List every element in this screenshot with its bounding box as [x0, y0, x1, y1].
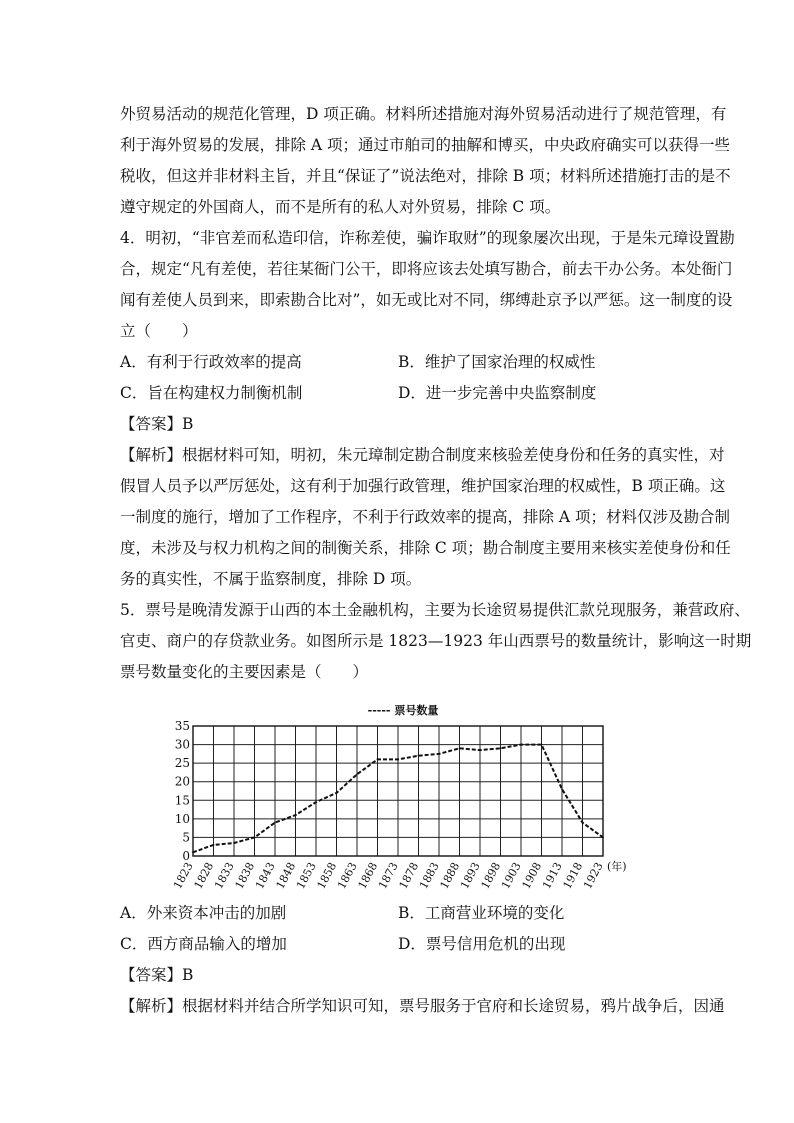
y-tick-label: 0	[182, 849, 190, 863]
x-tick-label: 1923	[581, 860, 606, 892]
question-5-stem: 票号数量变化的主要因素是（ ）	[120, 663, 369, 681]
x-tick-label: 1893	[458, 860, 483, 892]
question-4-stem: 合，规定“凡有差使，若往某衙门公干，即将应该去处填写勘合，前去干办公务。本处衙门	[120, 260, 733, 278]
q4-option-c: C．旨在构建权力制衡机制	[120, 384, 303, 402]
data-point	[397, 759, 399, 761]
data-point	[418, 755, 420, 757]
chart-legend: ----- 票号数量	[367, 704, 439, 717]
data-point	[520, 744, 522, 746]
q5-answer: 【答案】B	[120, 966, 194, 984]
y-tick-label: 20	[174, 774, 190, 789]
data-point	[356, 773, 358, 775]
x-tick-label: 1883	[417, 860, 442, 892]
y-tick-label: 10	[174, 811, 190, 826]
q4-analysis-line: 务的真实性，不属于监察制度，排除 D 项。	[120, 570, 422, 588]
y-tick-label: 35	[174, 719, 190, 733]
question-5-stem: 官吏、商户的存贷款业务。如图所示是 1823—1923 年山西票号的数量统计，影响这一时期	[120, 632, 752, 650]
x-tick-label: 1908	[519, 860, 545, 892]
data-point	[295, 814, 297, 816]
q5-option-a: A．外来资本冲击的加剧	[120, 904, 287, 922]
x-unit-label: (年)	[607, 860, 627, 873]
q4-analysis-line: 一制度的施行，增加了工作程序，不利于行政效率的提高，排除 A 项；材料仅涉及勘合制	[120, 508, 731, 526]
x-tick-label: 1863	[335, 860, 360, 892]
q4-answer: 【答案】B	[120, 415, 194, 433]
x-tick-label: 1913	[540, 860, 565, 892]
q4-analysis-line: 度，未涉及与权力机构之间的制衡关系，排除 C 项；勘合制度主要用来核实差使身份和任	[120, 539, 731, 557]
x-tick-label: 1858	[314, 860, 340, 892]
data-point	[582, 822, 584, 824]
x-tick-label: 1833	[212, 860, 237, 892]
data-point	[336, 792, 338, 794]
q4-option-d: D．进一步完善中央监察制度	[398, 384, 597, 402]
paragraph-line: 外贸易活动的规范化管理，D 项正确。材料所述措施对海外贸易活动进行了规范管理，有	[120, 105, 727, 123]
piaohao-count-chart	[171, 700, 628, 892]
data-point	[315, 801, 317, 803]
question-4-stem: 闻有差使人员到来，即索勘合比对”，如无或比对不同，绑缚赴京予以严惩。这一制度的设	[120, 291, 733, 309]
question-4-stem: 立（ ）	[120, 322, 198, 340]
x-tick-label: 1823	[171, 860, 196, 892]
x-tick-label: 1918	[560, 860, 586, 892]
x-tick-label: 1828	[191, 860, 217, 892]
paragraph-line: 遵守规定的外国商人，而不是所有的私人对外贸易，排除 C 项。	[120, 198, 561, 216]
x-tick-label: 1838	[232, 860, 258, 892]
q4-analysis-line: 假冒人员予以严厉惩处，这有利于加强行政管理，维护国家治理的权威性，B 项正确。这	[120, 477, 726, 495]
data-point	[254, 837, 256, 839]
question-4-stem: 4．明初，“非官差而私造印信，诈称差使，骗诈取财”的现象屡次出现，于是朱元璋设置勘	[120, 229, 735, 247]
q5-option-d: D．票号信用危机的出现	[398, 935, 566, 953]
data-point	[459, 747, 461, 749]
x-tick-label: 1873	[376, 860, 401, 892]
x-tick-label: 1843	[253, 860, 278, 892]
y-tick-label: 25	[174, 756, 190, 771]
y-tick-label: 30	[174, 737, 190, 752]
data-point	[561, 788, 563, 790]
x-tick-label: 1888	[437, 860, 463, 892]
paragraph-line: 税收，但这并非材料主旨，并且“保证了”说法绝对，排除 B 项；材料所述措施打击的是不	[120, 167, 731, 185]
question-5-stem: 5．票号是晚清发源于山西的本土金融机构，主要为长途贸易提供汇款兑现服务，兼营政府、	[120, 601, 750, 619]
x-tick-label: 1878	[396, 860, 422, 892]
data-point	[438, 753, 440, 755]
line-chart	[171, 700, 628, 892]
q5-option-b: B．工商营业环境的变化	[398, 904, 565, 922]
data-point	[377, 759, 379, 761]
q5-option-c: C．西方商品输入的增加	[120, 935, 287, 953]
y-tick-label: 15	[174, 793, 190, 808]
data-point	[233, 842, 235, 844]
paragraph-line: 利于海外贸易的发展，排除 A 项；通过市舶司的抽解和博买，中央政府确实可以获得一些	[120, 136, 731, 154]
x-tick-label: 1898	[478, 860, 504, 892]
q4-option-a: A．有利于行政效率的提高	[120, 353, 302, 371]
x-tick-label: 1868	[355, 860, 381, 892]
y-tick-label: 5	[182, 830, 190, 845]
data-point	[479, 749, 481, 751]
data-point	[192, 851, 194, 853]
q4-option-b: B．维护了国家治理的权威性	[398, 353, 596, 371]
data-point	[602, 837, 604, 839]
x-tick-label: 1853	[294, 860, 319, 892]
q4-analysis-line: 【解析】根据材料可知，明初，朱元璋制定勘合制度来核验差使身份和任务的真实性，对	[120, 446, 725, 464]
x-tick-label: 1848	[273, 860, 299, 892]
data-point	[274, 822, 276, 824]
data-point	[500, 747, 502, 749]
data-point	[541, 744, 543, 746]
q5-analysis-line: 【解析】根据材料并结合所学知识可知，票号服务于官府和长途贸易，鸦片战争后，因通	[120, 997, 725, 1015]
data-point	[213, 844, 215, 846]
x-tick-label: 1903	[499, 860, 524, 892]
